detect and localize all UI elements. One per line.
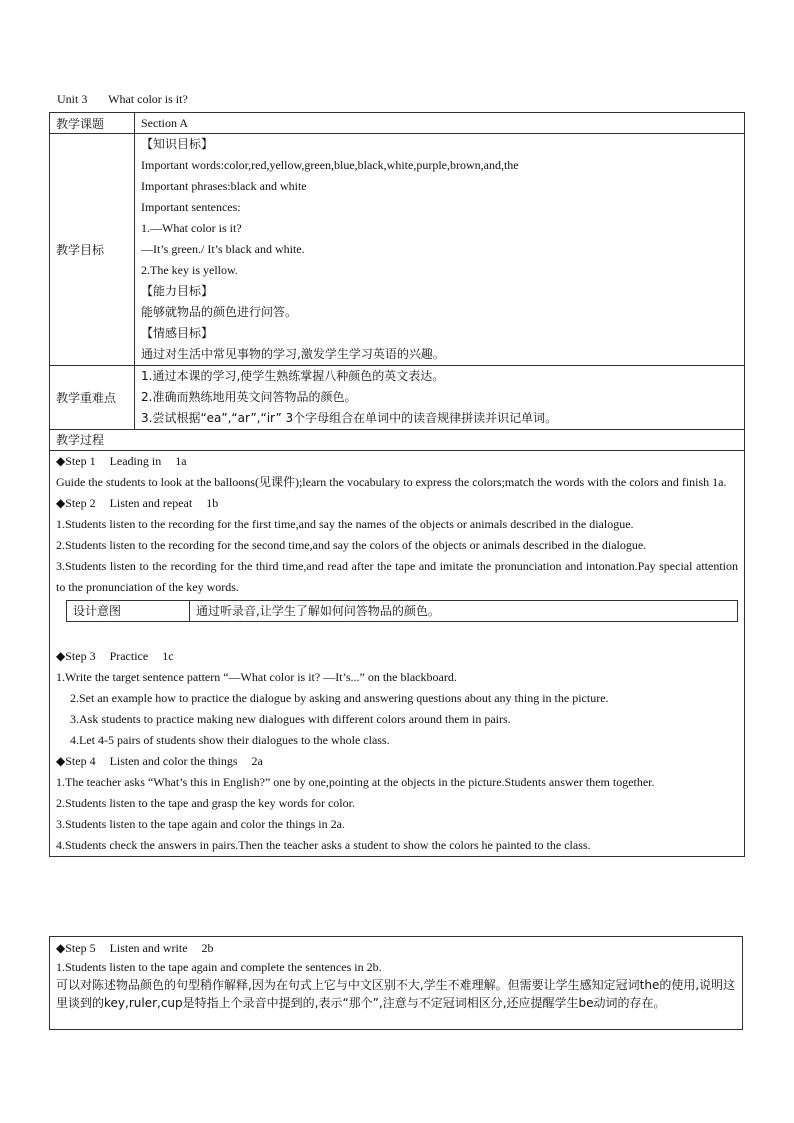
step4-title: ◆Step 4 Listen and color the things 2a: [56, 754, 263, 768]
goal-line: Important words:color,red,yellow,green,blue,black,white,purple,brown,and,the: [141, 158, 519, 172]
focus-line: 2.准确而熟练地用英文问答物品的颜色。: [141, 390, 357, 404]
step5-paragraph: 可以对陈述物品颜色的句型稍作解释,因为在句式上它与中文区别不大,学生不难理解。但需要让学生感知定冠词the的使用,说明这里谈到的key,ruler,cup是特指上个录音中提到的,表示“那个”,注意与不定冠词相区分,还应提醒学生be动词的存在。: [56, 978, 736, 1010]
step5-title: ◆Step 5 Listen and write 2b: [56, 941, 214, 955]
goal-line: Important phrases:black and white: [141, 179, 307, 193]
design-intent-table: [66, 600, 738, 622]
step3-item: 1.Write the target sentence pattern “—What color is it? —It’s...” on the blackboard.: [56, 670, 457, 684]
process-content: [50, 451, 745, 857]
step5-box: [49, 936, 743, 1030]
unit-title: What color is it?: [108, 92, 188, 106]
topic-row: [50, 113, 745, 134]
design-label: 设计意图: [67, 601, 190, 622]
step3-item: 4.Let 4-5 pairs of students show their dialogues to the whole class.: [70, 733, 390, 747]
topic-value: Section A: [135, 113, 745, 134]
step3-item: 2.Set an example how to practice the dialogue by asking and answering questions about any thing in the picture.: [70, 691, 609, 705]
goal-line: 【情感目标】: [141, 326, 214, 340]
process-row: [50, 451, 745, 857]
focus-line: 1.通过本课的学习,使学生熟练掌握八种颜色的英文表达。: [141, 369, 445, 383]
goal-line: Important sentences:: [141, 200, 241, 214]
step1-title: ◆Step 1 Leading in 1a: [56, 454, 187, 468]
goals-content: [135, 134, 745, 366]
goal-line: 【能力目标】: [141, 284, 214, 298]
goal-line: —It’s green./ It’s black and white.: [141, 242, 305, 256]
step3-item: 3.Ask students to practice making new dialogues with different colors around them in pairs.: [70, 712, 511, 726]
step2-item: 2.Students listen to the recording for the second time,and say the colors of the objects or animals described in the dialogue.: [56, 538, 647, 552]
focus-row: [50, 366, 745, 430]
topic-label: 教学课题: [50, 113, 135, 134]
step4-item: 2.Students listen to the tape and grasp the key words for color.: [56, 796, 355, 810]
step1-text: Guide the students to look at the balloons(见课件);learn the vocabulary to express the colors;match the words with the colors and finish 1a.: [56, 475, 727, 489]
design-text: 通过听录音,让学生了解如何问答物品的颜色。: [190, 601, 738, 622]
goals-label: 教学目标: [50, 134, 135, 366]
goal-line: 通过对生活中常见事物的学习,激发学生学习英语的兴趣。: [141, 347, 445, 361]
step4-item: 4.Students check the answers in pairs.Then the teacher asks a student to show the colors he painted to the class.: [56, 838, 591, 852]
step3-title: ◆Step 3 Practice 1c: [56, 649, 174, 663]
process-header-row: [50, 430, 745, 451]
goal-line: 能够就物品的颜色进行问答。: [141, 305, 298, 319]
lesson-plan-table: [49, 112, 745, 857]
unit-label: Unit 3: [57, 92, 88, 106]
focus-line: 3.尝试根据“ea”,“ar”,“ir” 3个字母组合在单词中的读音规律拼读并识记单词。: [141, 411, 558, 425]
goal-line: 2.The key is yellow.: [141, 263, 238, 277]
step2-item: 3.Students listen to the recording for the third time,and read after the tape and imitate the pronunciation and intonation.Pay special attention to the pronunciation of the key words.: [56, 559, 738, 594]
goals-row: [50, 134, 745, 366]
step5-line1: 1.Students listen to the tape again and complete the sentences in 2b.: [56, 960, 382, 974]
step4-item: 3.Students listen to the tape again and color the things in 2a.: [56, 817, 345, 831]
focus-content: [135, 366, 745, 430]
step2-item: 1.Students listen to the recording for the first time,and say the names of the objects or animals described in the dialogue.: [56, 517, 634, 531]
page-header: [57, 92, 206, 107]
step4-item: 1.The teacher asks “What’s this in English?” one by one,pointing at the objects in the picture.Students answer them together.: [56, 775, 655, 789]
step2-title: ◆Step 2 Listen and repeat 1b: [56, 496, 219, 510]
goal-line: 1.—What color is it?: [141, 221, 242, 235]
focus-label: 教学重难点: [50, 366, 135, 430]
process-label: 教学过程: [50, 430, 745, 451]
goal-line: 【知识目标】: [141, 137, 214, 151]
